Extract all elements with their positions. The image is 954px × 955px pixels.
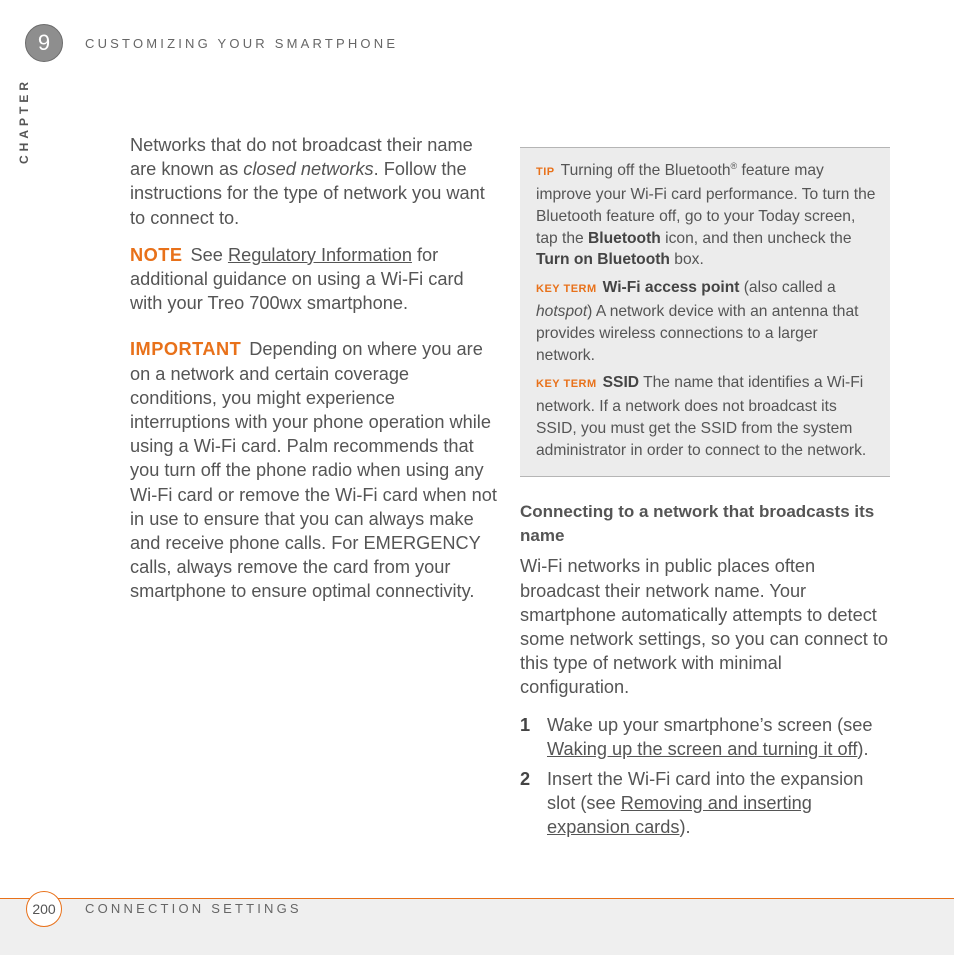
intro-italic: closed networks: [243, 159, 374, 180]
key-term-ssid-paragraph: [536, 372, 880, 461]
key1-italic: hotspot: [536, 302, 588, 320]
step-text-post: ).: [679, 817, 691, 838]
regulatory-information-link[interactable]: Regulatory Information: [227, 244, 412, 265]
tip-label: TIP: [536, 166, 555, 179]
step-2: [520, 767, 892, 840]
step-1: [520, 713, 892, 761]
tip-text-mid2: icon, and then uncheck the: [660, 229, 852, 247]
sidebar-box: [520, 147, 890, 477]
important-label: IMPORTANT: [130, 339, 242, 360]
tip-paragraph: [536, 156, 880, 271]
right-column: [520, 500, 892, 846]
tip-text-pre: Turning off the Bluetooth: [560, 162, 731, 180]
note-paragraph: [130, 243, 500, 316]
page-number-badge: 200: [26, 891, 62, 927]
step-text-pre: Insert the Wi-Fi card into the expansion slot (see: [547, 769, 864, 814]
left-column: [130, 133, 500, 617]
note-text-pre: See: [190, 244, 228, 265]
tip-text-post: box.: [669, 251, 704, 269]
step-number: 2: [520, 769, 531, 790]
important-paragraph: [130, 337, 500, 603]
removing-inserting-cards-link[interactable]: Removing and inserting expansion cards: [547, 793, 812, 838]
important-text: Depending on where you are on a network and certain coverage conditions, you might experience interruptions with your phone operation while using a Wi-Fi card. Palm recommends that you turn off the phone radio when using any Wi-Fi card or remove the Wi-Fi card when not in use to ensure that you can always make and receive phone calls. For EMERGENCY calls, always remove the card from your smartphone to ensure optimal connectivity.: [130, 339, 497, 602]
key-term-wifi-access-point: Wi-Fi access point: [602, 279, 740, 297]
key1-text-post: ) A network device with an antenna that provides wireless connections to a larger network.: [536, 302, 859, 364]
section-body: Wi-Fi networks in public places often broadcast their network name. Your smartphone automatically attempts to detect some network settings, so you can connect to this type of network with minimal configuration.: [520, 556, 888, 698]
note-label: NOTE: [130, 244, 183, 265]
key2-text: The name that identifies a Wi-Fi network. If a network does not broadcast its SSID, you must get the SSID from the system administrator in order to connect to the network.: [536, 374, 867, 459]
key1-text-pre: (also called a: [739, 279, 836, 297]
tip-bold-turn-on: Turn on Bluetooth: [536, 251, 670, 269]
intro-paragraph: [130, 133, 500, 230]
chapter-number-badge: 9: [25, 24, 63, 62]
key-term-wifi-paragraph: [536, 277, 880, 366]
note-text-post: for additional guidance on using a Wi-Fi card with your Treo 700wx smartphone.: [130, 244, 464, 314]
intro-text-post: . Follow the instructions for the type of network you want to connect to.: [130, 159, 485, 228]
registered-mark: ®: [730, 161, 738, 171]
waking-up-screen-link[interactable]: Waking up the screen and turning it off: [547, 738, 858, 759]
step-number: 1: [520, 714, 531, 735]
key-term-ssid: SSID: [602, 374, 640, 392]
step-text-post: ).: [857, 738, 869, 759]
tip-bold-bluetooth: Bluetooth: [588, 229, 661, 247]
intro-text-pre: Networks that do not broadcast their name are known as: [130, 135, 473, 180]
chapter-vertical-label: CHAPTER: [17, 77, 31, 164]
section-heading: Connecting to a network that broadcasts its name: [520, 502, 875, 546]
running-foot: CONNECTION SETTINGS: [85, 901, 302, 916]
key-term-label-1: KEY TERM: [536, 283, 597, 296]
running-head: CUSTOMIZING YOUR SMARTPHONE: [85, 36, 399, 51]
key-term-label-2: KEY TERM: [536, 378, 597, 391]
step-text-pre: Wake up your smartphone’s screen (see: [547, 714, 873, 735]
tip-text-mid1: feature may improve your Wi-Fi card performance. To turn the Bluetooth feature off, go to your Today screen, tap the: [536, 162, 876, 247]
